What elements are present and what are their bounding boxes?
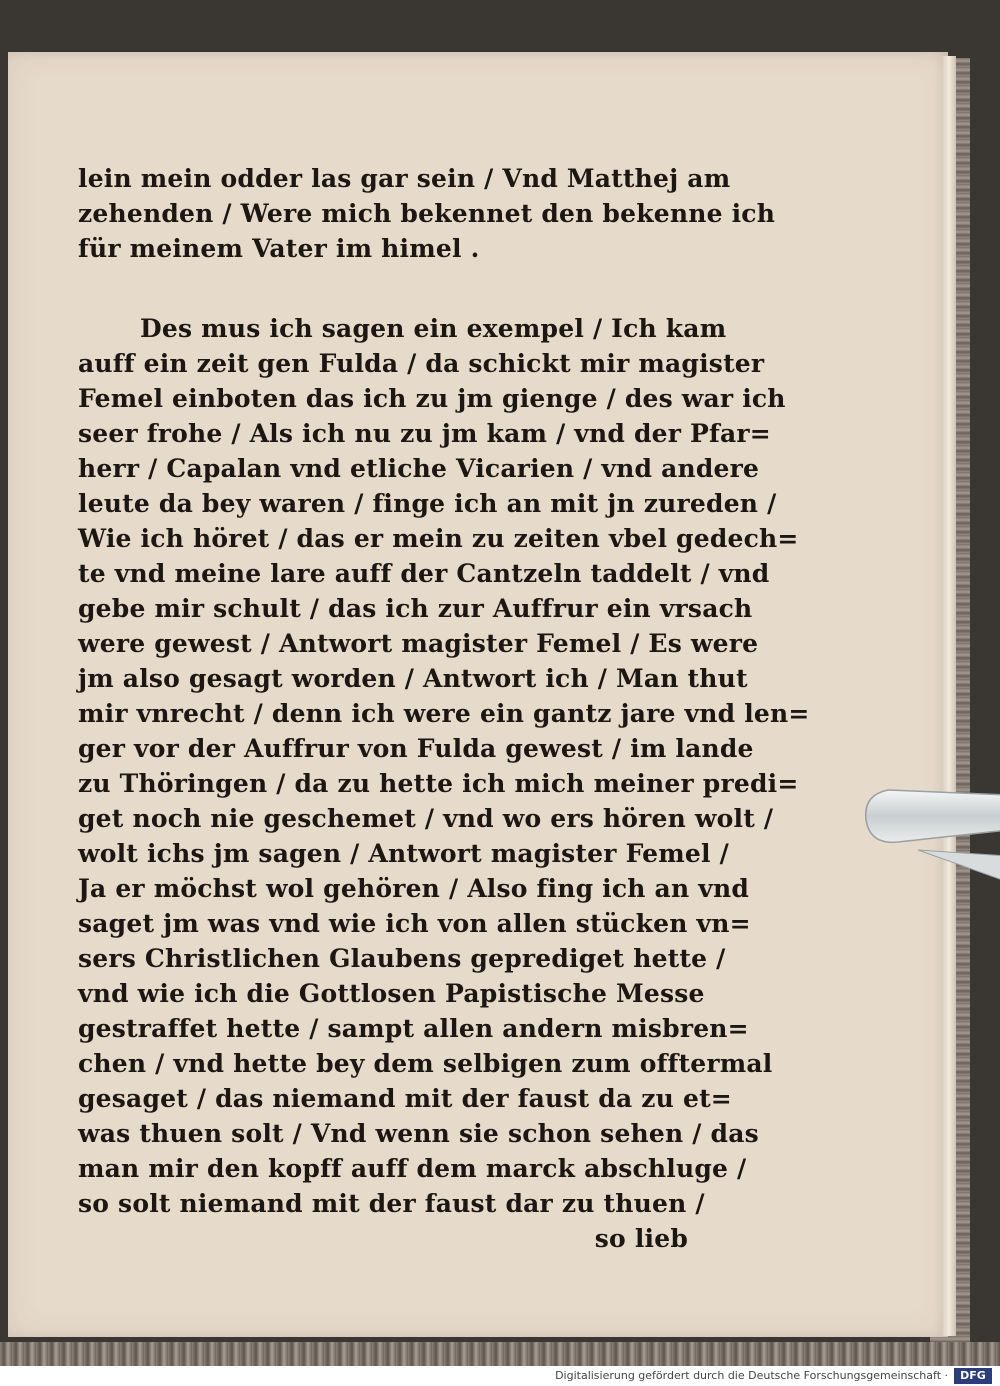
text-line: sers Christlichen Glaubens geprediget hette / bbox=[78, 944, 726, 973]
text-line: für meinem Vater im himel . bbox=[78, 234, 480, 263]
text-line: gebe mir schult / das ich zur Auffrur ein vrsach bbox=[78, 594, 753, 623]
text-line: so solt niemand mit der faust dar zu thuen / bbox=[78, 1189, 705, 1218]
text-line: saget jm was vnd wie ich von allen stücken vn= bbox=[78, 909, 751, 938]
text-line: mir vnrecht / denn ich were ein gantz jare vnd len= bbox=[78, 699, 810, 728]
text-line: were gewest / Antwort magister Femel / Es were bbox=[78, 629, 759, 658]
text-line: chen / vnd hette bey dem selbigen zum offtermal bbox=[78, 1049, 773, 1078]
text-line: auff ein zeit gen Fulda / da schickt mir magister bbox=[78, 349, 765, 378]
text-line: leute da bey waren / finge ich an mit jn zureden / bbox=[78, 489, 777, 518]
text-line: gestraffet hette / sampt allen andern misbren= bbox=[78, 1014, 749, 1043]
dfg-logo: DFG bbox=[954, 1368, 992, 1384]
text-line: Des mus ich sagen ein exempel / Ich kam bbox=[140, 314, 727, 343]
text-line: vnd wie ich die Gottlosen Papistische Messe bbox=[78, 979, 705, 1008]
page-clip-icon bbox=[858, 770, 1000, 890]
text-line: Wie ich höret / das er mein zu zeiten vbel gedech= bbox=[78, 524, 799, 553]
text-line: ger vor der Auffrur von Fulda gewest / im lande bbox=[78, 734, 754, 763]
text-line: gesaget / das niemand mit der faust da zu et= bbox=[78, 1084, 732, 1113]
text-line: was thuen solt / Vnd wenn sie schon sehen / das bbox=[78, 1119, 759, 1148]
text-line: get noch nie geschemet / vnd wo ers hören wolt / bbox=[78, 804, 774, 833]
text-line: lein mein odder las gar sein / Vnd Matthej am bbox=[78, 164, 731, 193]
text-line: seer frohe / Als ich nu zu jm kam / vnd der Pfar= bbox=[78, 419, 771, 448]
text-line: wolt ichs jm sagen / Antwort magister Femel / bbox=[78, 839, 729, 868]
text-line: jm also gesagt worden / Antwort ich / Man thut bbox=[78, 664, 748, 693]
text-line: zu Thöringen / da zu hette ich mich meiner predi= bbox=[78, 769, 799, 798]
catchword: so lieb bbox=[594, 1224, 688, 1253]
page-edge bbox=[942, 56, 956, 1336]
text-line: herr / Capalan vnd etliche Vicarien / vnd andere bbox=[78, 454, 760, 483]
cover-board-bottom bbox=[0, 1342, 1000, 1366]
text-line: zehenden / Were mich bekennet den bekenne ich bbox=[78, 199, 776, 228]
text-line: Femel einboten das ich zu jm gienge / des war ich bbox=[78, 384, 786, 413]
text-line: Ja er möchst wol gehören / Also fing ich an vnd bbox=[78, 874, 750, 903]
text-line: man mir den kopff auff dem marck abschluge / bbox=[78, 1154, 747, 1183]
digitization-credit: Digitalisierung gefördert durch die Deutsche Forschungsgemeinschaft · bbox=[555, 1369, 948, 1382]
text-line: te vnd meine lare auff der Cantzeln taddelt / vnd bbox=[78, 559, 770, 588]
